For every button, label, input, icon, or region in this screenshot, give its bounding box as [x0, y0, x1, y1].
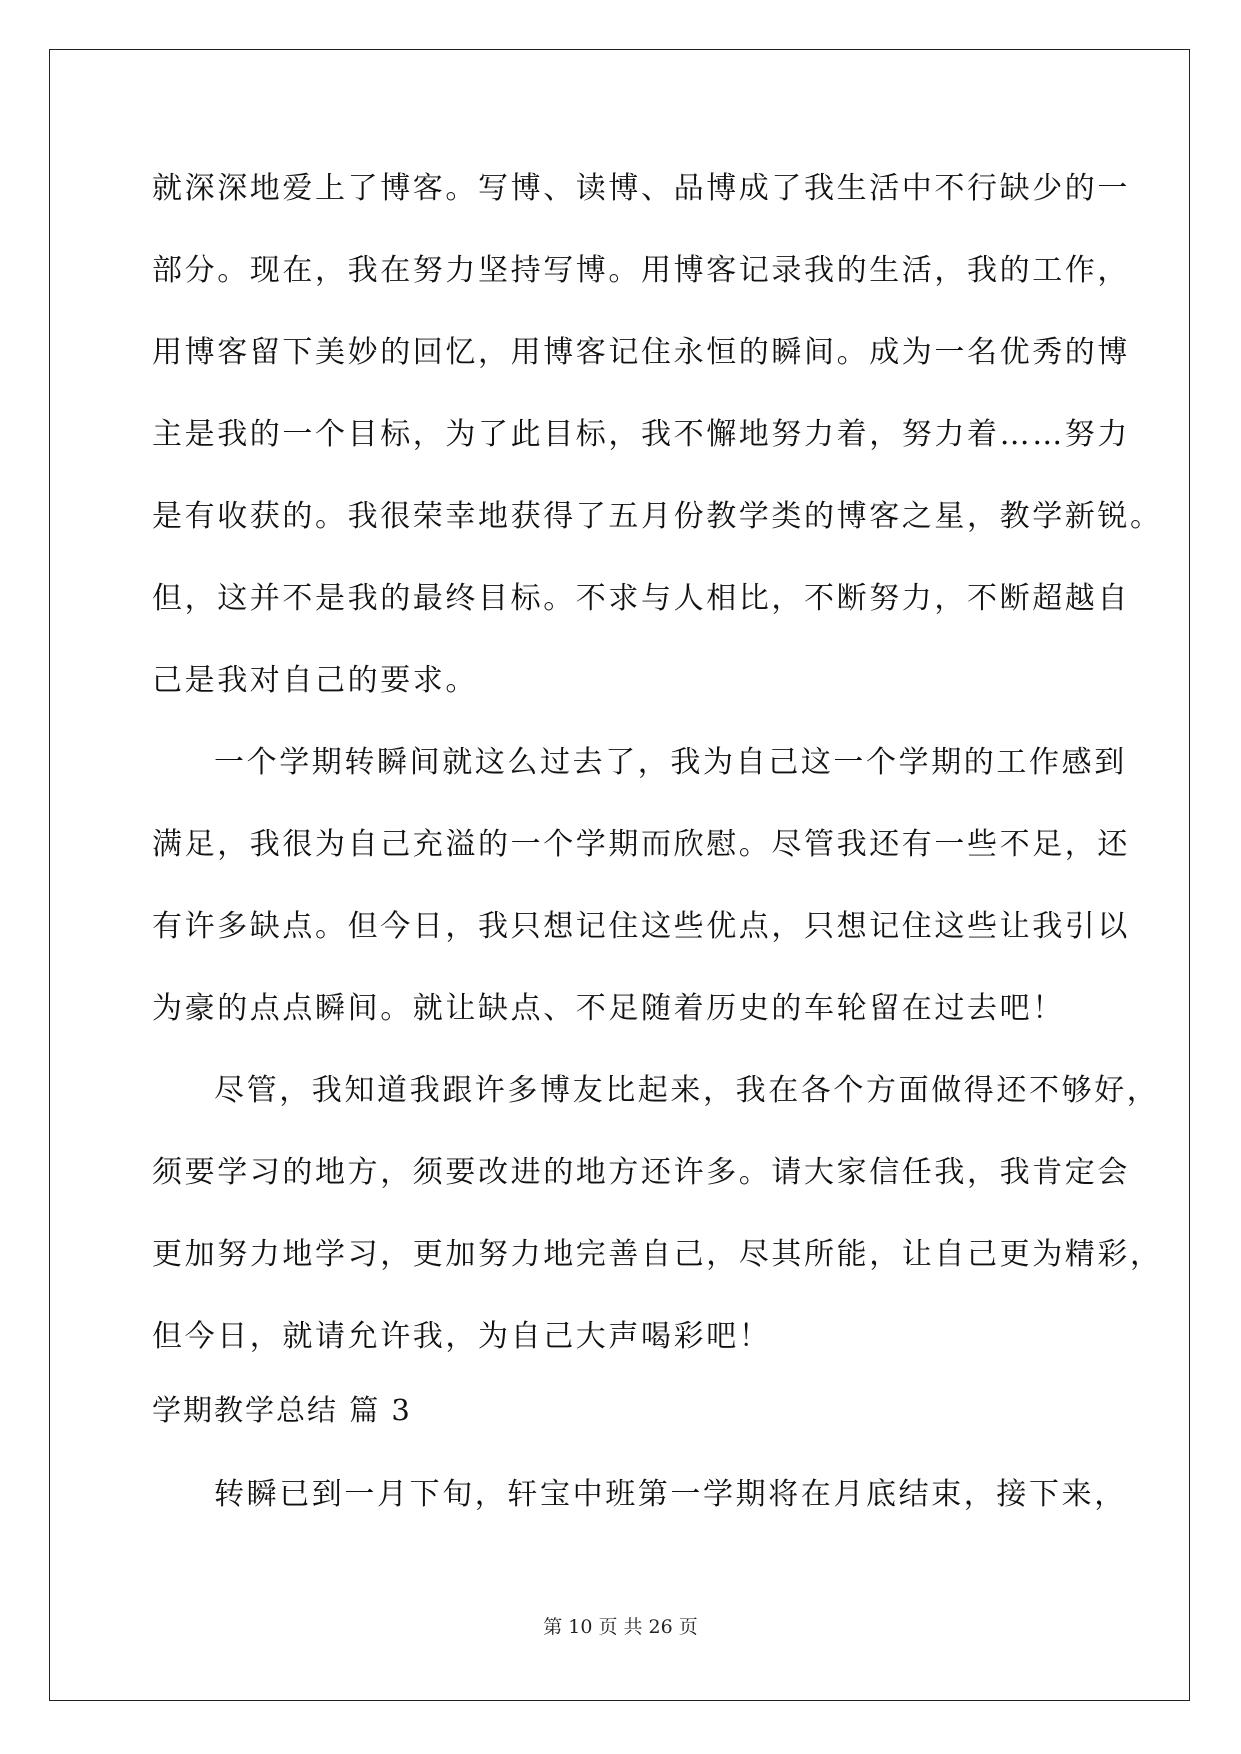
paragraph-line: 转瞬已到一月下旬，轩宝中班第一学期将在月底结束，接下来，	[214, 1477, 1127, 1512]
paragraph-line: 更加努力地学习，更加努力地完善自己，尽其所能，让自己更为精彩，	[152, 1237, 1163, 1272]
paragraph-line: 一个学期转瞬间就这么过去了，我为自己这一个学期的工作感到	[214, 745, 1127, 780]
document-body	[152, 148, 1163, 1536]
paragraph-line: 己是我对自己的要求。	[152, 663, 478, 698]
paragraph-line: 但今日，就请允许我，为自己大声喝彩吧！	[152, 1319, 772, 1354]
page-number-footer: 第 10 页 共 26 页	[543, 1616, 698, 1638]
section-heading: 学期教学总结 篇 3	[152, 1393, 412, 1427]
paragraph-line: 有许多缺点。但今日，我只想记住这些优点，只想记住这些让我引以	[152, 909, 1130, 944]
paragraph-line: 满足，我很为自己充溢的一个学期而欣慰。尽管我还有一些不足，还	[152, 827, 1130, 862]
paragraph-line: 用博客留下美妙的回忆，用博客记住永恒的瞬间。成为一名优秀的博	[152, 335, 1130, 370]
paragraph-line: 是有收获的。我很荣幸地获得了五月份教学类的博客之星，教学新锐。	[152, 499, 1163, 534]
paragraph-line: 但，这并不是我的最终目标。不求与人相比，不断努力，不断超越自	[152, 581, 1130, 616]
paragraph-line: 须要学习的地方，须要改进的地方还许多。请大家信任我，我肯定会	[152, 1155, 1130, 1190]
paragraph-line: 就深深地爱上了博客。写博、读博、品博成了我生活中不行缺少的一	[152, 171, 1130, 206]
paragraph-line: 部分。现在，我在努力坚持写博。用博客记录我的生活，我的工作，	[152, 253, 1130, 288]
paragraph-line: 为豪的点点瞬间。就让缺点、不足随着历史的车轮留在过去吧！	[152, 991, 1065, 1026]
paragraph-line: 主是我的一个目标，为了此目标，我不懈地努力着，努力着……努力	[152, 417, 1130, 452]
paragraph-line: 尽管，我知道我跟许多博友比起来，我在各个方面做得还不够好，	[214, 1073, 1160, 1108]
